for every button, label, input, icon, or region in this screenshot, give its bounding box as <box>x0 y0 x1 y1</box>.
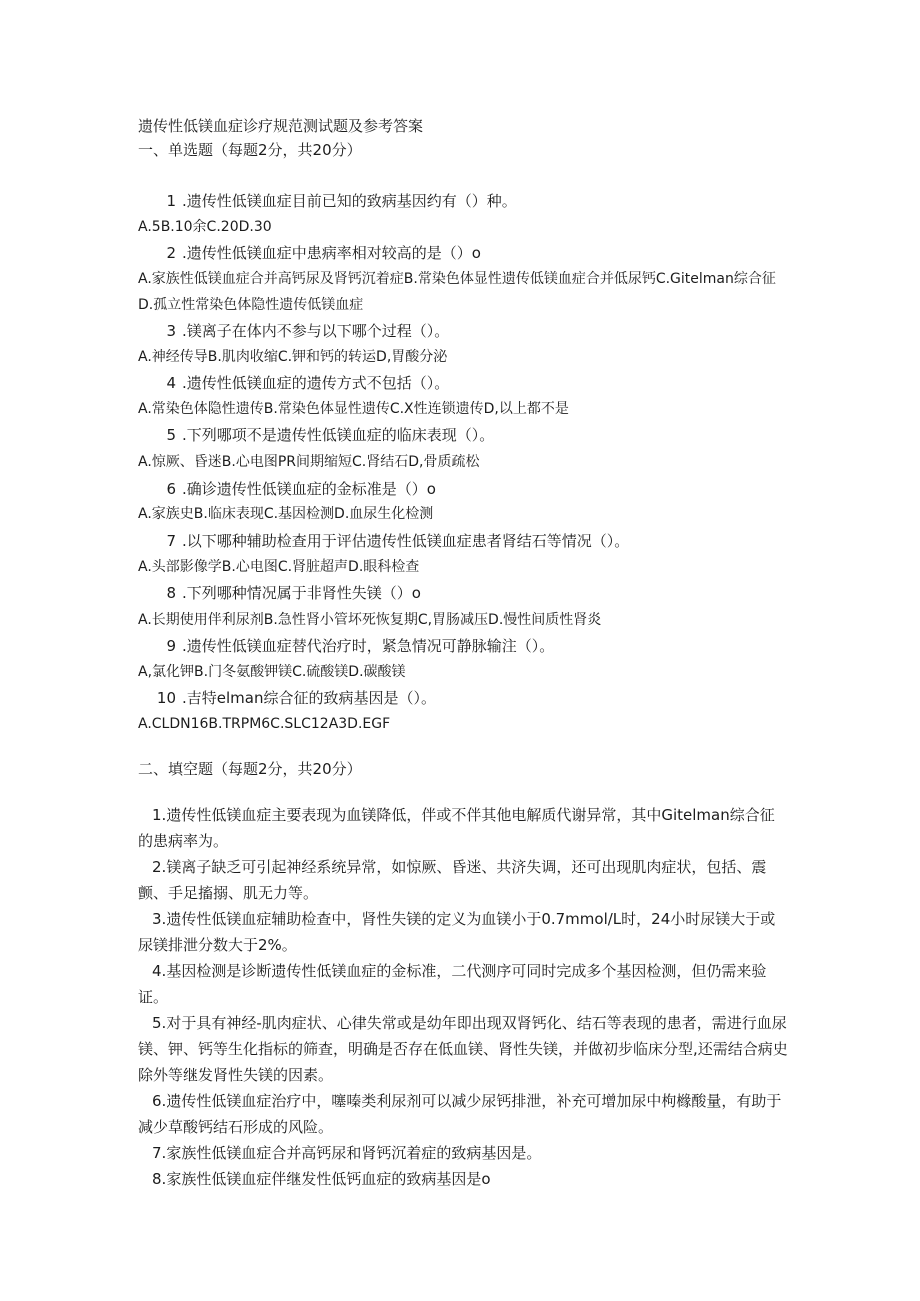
question-number: 3 <box>166 322 176 340</box>
fill-number: 5 <box>152 1014 162 1032</box>
question-9-options: A,氯化钾B.门冬氨酸钾镁C.硫酸镁D.碳酸镁 <box>138 664 406 680</box>
question-text: .遗传性低镁血症替代治疗时，紧急情况可静脉输注（）。 <box>182 637 555 655</box>
question-text: .镁离子在体内不参与以下哪个过程（）。 <box>182 322 450 340</box>
fill-text: .对于具有神经-肌肉症状、心律失常或是幼年即出现双肾钙化、结石等表现的患者，需进行血尿镁、钾、钙等生化指标的筛查，明确是否存在低血镁、肾性失镁，并做初步临床分型,还需结合病史除外等继发肾性失镁的因素。 <box>138 1014 788 1084</box>
question-number: 4 <box>166 374 176 392</box>
fill-text: .镁离子缺乏可引起神经系统异常，如惊厥、昏迷、共济失调，还可出现肌肉症状，包括、震颤、手足搐搦、肌无力等。 <box>138 858 767 902</box>
question-number: 5 <box>166 426 176 444</box>
question-number: 10 <box>156 689 176 707</box>
question-text: .遗传性低镁血症目前已知的致病基因约有（）种。 <box>182 192 517 210</box>
fill-number: 7 <box>152 1144 162 1162</box>
question-1-options: A.5B.10余C.20D.30 <box>138 219 272 235</box>
fill-question-1 <box>138 802 788 854</box>
question-number: 6 <box>166 480 176 498</box>
fill-number: 4 <box>152 962 162 980</box>
question-7-options: A.头部影像学B.心电图C.肾脏超声D.眼科检查 <box>138 559 420 575</box>
question-4-options: A.常染色体隐性遗传B.常染色体显性遗传C.X性连锁遗传D,以上都不是 <box>138 401 569 417</box>
section-heading-single-choice: 一、单选题（每题2分，共20分） <box>138 141 362 159</box>
question-5 <box>138 422 778 448</box>
question-6 <box>138 476 778 502</box>
question-9 <box>138 633 778 659</box>
question-6-options: A.家族史B.临床表现C.基因检测D.血尿生化检测 <box>138 506 434 522</box>
question-1 <box>138 188 778 214</box>
question-7 <box>138 528 778 554</box>
fill-text: .遗传性低镁血症主要表现为血镁降低，伴或不伴其他电解质代谢异常，其中Gitelman综合征的患病率为。 <box>138 806 775 850</box>
fill-text: .基因检测是诊断遗传性低镁血症的金标准，二代测序可同时完成多个基因检测，但仍需来验证。 <box>138 962 767 1006</box>
question-8 <box>138 580 778 606</box>
fill-question-7 <box>138 1140 788 1166</box>
fill-question-5 <box>138 1010 788 1088</box>
fill-number: 1 <box>152 806 162 824</box>
fill-question-3 <box>138 906 788 958</box>
question-3 <box>138 318 778 344</box>
fill-text: .家族性低镁血症合并高钙尿和肾钙沉着症的致病基因是。 <box>161 1144 542 1162</box>
fill-text: .家族性低镁血症伴继发性低钙血症的致病基因是o <box>161 1170 491 1188</box>
question-number: 1 <box>166 192 176 210</box>
question-3-options: A.神经传导B.肌肉收缩C.钾和钙的转运D,胃酸分泌 <box>138 349 448 365</box>
question-number: 7 <box>166 532 176 550</box>
fill-question-4 <box>138 958 788 1010</box>
fill-question-6 <box>138 1088 788 1140</box>
question-text: .下列哪种情况属于非肾性失镁（）o <box>182 584 421 602</box>
question-10 <box>138 685 778 711</box>
question-text: .吉特elman综合征的致病基因是（）。 <box>182 689 436 707</box>
fill-text: .遗传性低镁血症辅助检查中，肾性失镁的定义为血镁小于0.7mmol/L时，24小时尿镁大于或尿镁排泄分数大于2%。 <box>138 910 776 954</box>
question-text: .遗传性低镁血症中患病率相对较高的是（）o <box>182 244 481 262</box>
question-4 <box>138 370 778 396</box>
question-text: .下列哪项不是遗传性低镁血症的临床表现（）。 <box>182 426 495 444</box>
question-10-options: A.CLDN16B.TRPM6C.SLC12A3D.EGF <box>138 716 391 732</box>
document-title: 遗传性低镁血症诊疗规范测试题及参考答案 <box>138 117 424 135</box>
question-number: 8 <box>166 584 176 602</box>
question-number: 9 <box>166 637 176 655</box>
fill-number: 2 <box>152 858 162 876</box>
fill-question-2 <box>138 854 788 906</box>
fill-number: 6 <box>152 1092 162 1110</box>
fill-text: .遗传性低镁血症治疗中，噻嗪类利尿剂可以减少尿钙排泄，补充可增加尿中枸橼酸量，有助于减少草酸钙结石形成的风险。 <box>138 1092 782 1136</box>
question-number: 2 <box>166 244 176 262</box>
fill-number: 3 <box>152 910 162 928</box>
question-8-options: A.长期使用伴利尿剂B.急性肾小管坏死恢复期C,胃肠减压D.慢性间质性肾炎 <box>138 612 602 628</box>
fill-question-8 <box>138 1166 788 1192</box>
question-text: .遗传性低镁血症的遗传方式不包括（）。 <box>182 374 450 392</box>
question-text: .以下哪种辅助检查用于评估遗传性低镁血症患者肾结石等情况（）。 <box>182 532 630 550</box>
question-text: .确诊遗传性低镁血症的金标准是（）o <box>182 480 436 498</box>
fill-number: 8 <box>152 1170 162 1188</box>
question-2 <box>138 240 778 266</box>
question-5-options: A.惊厥、昏迷B.心电图PR间期缩短C.肾结石D,骨质疏松 <box>138 454 480 470</box>
question-2-options: A.家族性低镁血症合并高钙尿及肾钙沉着症B.常染色体显性遗传低镁血症合并低尿钙C.Gitelman综合征D.孤立性常染色体隐性遗传低镁血症 <box>138 271 776 313</box>
section-heading-fill-in: 二、填空题（每题2分，共20分） <box>138 760 362 778</box>
